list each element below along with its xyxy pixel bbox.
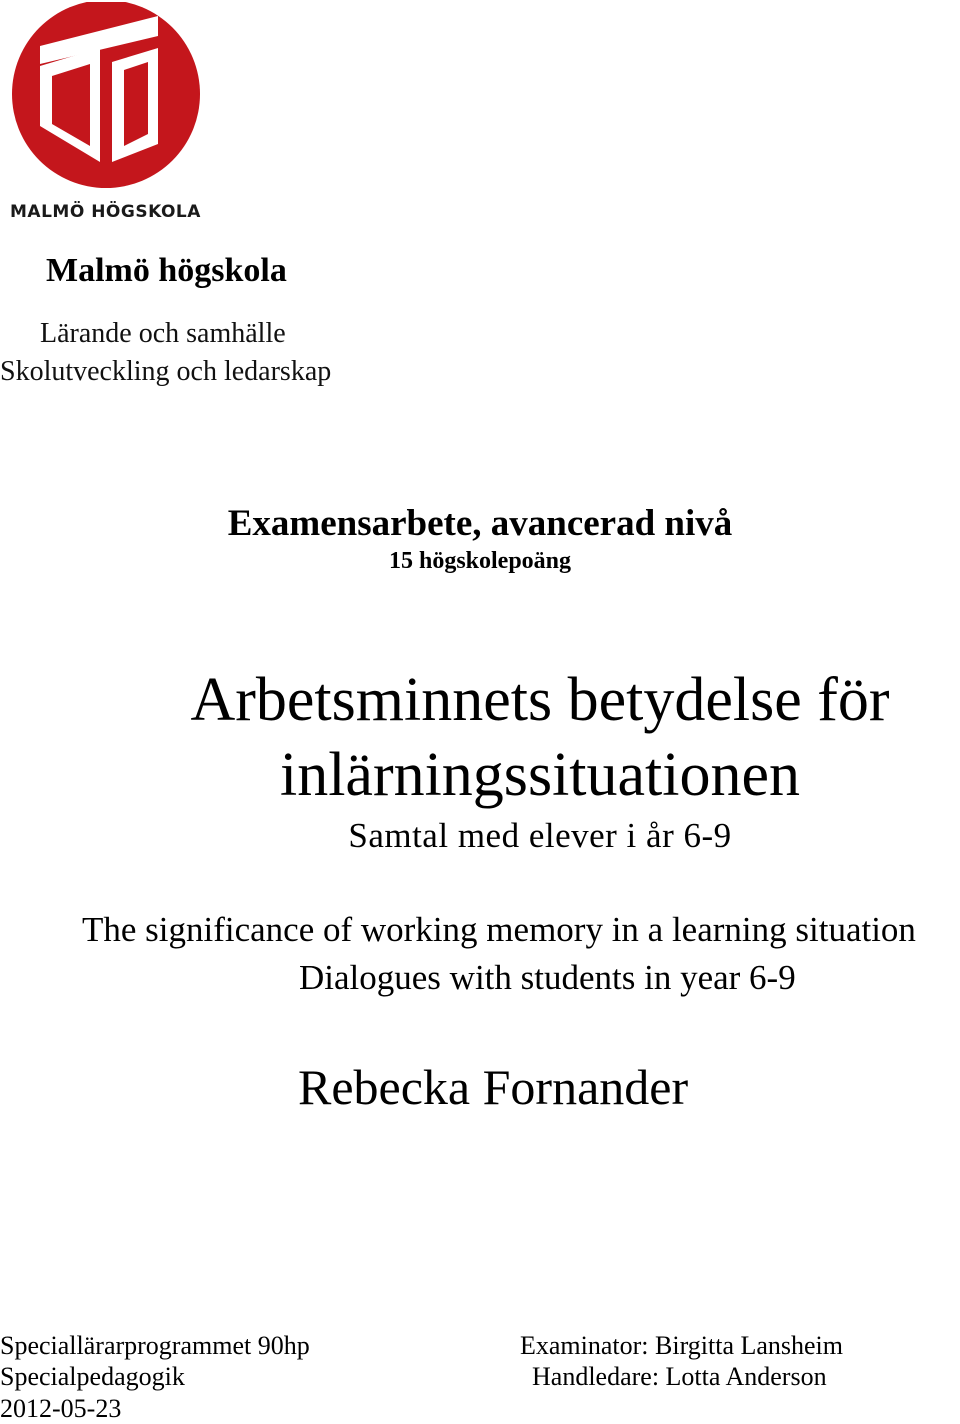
thesis-credits: 15 högskolepoäng [388, 548, 572, 574]
author-name: Rebecka Fornander [298, 1059, 689, 1115]
logo-wordmark: MALMÖ HÖGSKOLA [10, 202, 201, 222]
supervisor: Handledare: Lotta Anderson [532, 1362, 827, 1391]
thesis-type: Examensarbete, avancerad nivå [227, 503, 733, 544]
title-swedish-line-1: Arbetsminnets betydelse för [190, 666, 890, 734]
malmo-hogskola-logo-icon [8, 2, 208, 194]
department-name: Lärande och samhälle [40, 318, 286, 349]
specialization: Specialpedagogik [0, 1362, 185, 1391]
date: 2012-05-23 [0, 1394, 122, 1423]
subtitle-english: Dialogues with students in year 6-9 [299, 958, 796, 997]
program-name: Speciallärarprogrammet 90hp [0, 1331, 310, 1360]
division-name: Skolutveckling och ledarskap [0, 356, 332, 387]
institution-name: Malmö högskola [46, 252, 287, 289]
title-swedish-line-2: inlärningssituationen [279, 741, 801, 809]
examiner: Examinator: Birgitta Lansheim [520, 1331, 844, 1360]
title-english: The significance of working memory in a learning situation [82, 910, 916, 949]
subtitle-swedish: Samtal med elever i år 6-9 [348, 816, 732, 855]
